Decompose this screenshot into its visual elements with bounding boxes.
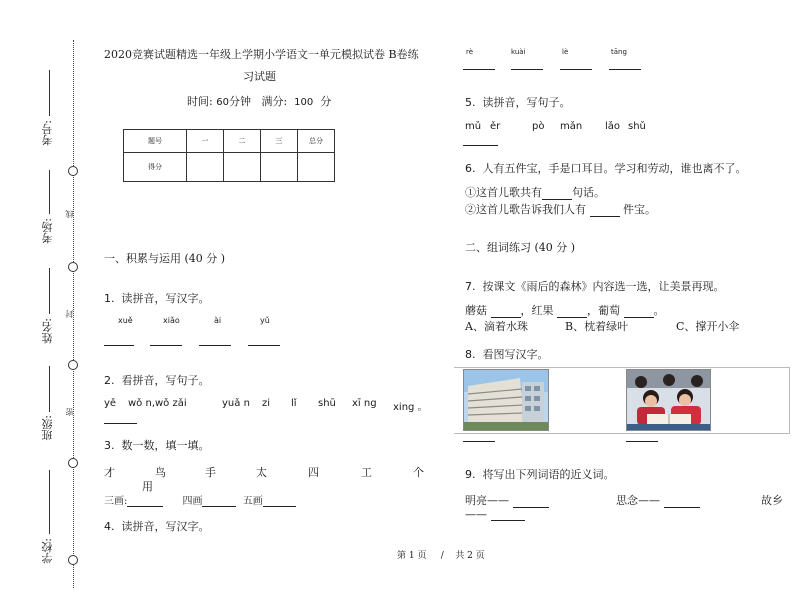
fill-line <box>49 70 50 116</box>
label-school: 学校: <box>41 538 54 564</box>
binding-hole <box>68 555 78 565</box>
label-name: 姓名: <box>41 318 54 344</box>
q1-pinyin: yǔ <box>260 316 270 325</box>
score-table-cell: 二 <box>224 130 261 153</box>
q3-char: 才 <box>104 466 115 479</box>
score-table-cell: 三 <box>261 130 298 153</box>
fill-line <box>49 268 50 314</box>
binding-hole <box>68 166 78 176</box>
q5-pinyin: mǎn <box>560 121 583 132</box>
answer-blank[interactable] <box>104 345 134 346</box>
seal-char-secret: 密 <box>65 408 74 416</box>
binding-hole <box>68 360 78 370</box>
q5-pinyin: shǔ <box>628 121 646 132</box>
q9-word-3-tail: —— <box>465 508 525 521</box>
top-pinyin: kuài <box>511 48 526 56</box>
answer-blank[interactable] <box>560 69 592 70</box>
q3-char: 用 <box>142 480 153 493</box>
fill-line <box>49 470 50 534</box>
q6-line1: ①这首儿歌共有 句话。 <box>465 186 605 199</box>
q5-pinyin: ěr <box>490 121 501 132</box>
question-4: 4. 读拼音，写汉字。 <box>104 520 210 533</box>
q1-pinyin: xiǎo <box>163 316 180 325</box>
q2-pinyin: yě <box>104 398 117 409</box>
question-9: 9. 将写出下列词语的近义词。 <box>465 468 615 481</box>
q9-word-2: 思念—— <box>616 492 700 508</box>
answer-blank[interactable] <box>463 145 498 146</box>
answer-blank[interactable] <box>609 69 641 70</box>
exam-title-line2: 习试题 <box>243 70 276 83</box>
score-table-cell: 得分 <box>124 153 187 182</box>
page-footer: 第 1 页 / 共 2 页 <box>397 551 485 561</box>
question-2: 2. 看拼音，写句子。 <box>104 374 210 387</box>
label-class: 班级: <box>41 415 54 441</box>
question-1: 1. 读拼音，写汉字。 <box>104 292 210 305</box>
school-building-picture <box>463 369 549 431</box>
label-exam-room: 考场: <box>41 218 54 244</box>
q1-pinyin: xuě <box>118 316 133 325</box>
score-table <box>123 129 335 182</box>
top-pinyin: tāng <box>611 48 627 56</box>
q2-pinyin: yuǎ n <box>222 398 250 409</box>
score-table-cell[interactable] <box>298 153 335 182</box>
binding-hole <box>68 458 78 468</box>
q3-char: 个 <box>413 466 424 479</box>
top-pinyin: rè <box>466 48 474 56</box>
q5-pinyin: mǔ <box>465 121 482 132</box>
q7-fill-line: 蘑菇 ，红果 ，葡萄 。 <box>465 304 665 317</box>
label-exam-number: 考号: <box>41 120 54 146</box>
answer-blank[interactable] <box>511 69 543 70</box>
question-6: 6. 人有五件宝，手是口耳目。学习和劳动，谁也离不了。 <box>465 162 747 175</box>
seal-char-seal: 封 <box>65 310 74 318</box>
answer-blank[interactable] <box>150 345 182 346</box>
answer-blank[interactable] <box>248 345 280 346</box>
answer-blank[interactable] <box>463 441 495 442</box>
binding-hole <box>68 262 78 272</box>
q2-pinyin: zi <box>262 398 271 409</box>
answer-blank[interactable] <box>104 423 137 424</box>
score-table-score-row <box>124 153 335 182</box>
top-pinyin: lè <box>562 48 569 56</box>
seal-char-line: 线 <box>65 210 74 218</box>
q9-word-3: 故乡 <box>761 494 783 507</box>
section-2-heading: 二、组词练习 (40 分 ) <box>465 241 576 254</box>
score-table-cell[interactable] <box>261 153 298 182</box>
question-5: 5. 读拼音，写句子。 <box>465 96 571 109</box>
q6-line2: ②这首儿歌告诉我们人有 件宝。 <box>465 203 656 216</box>
answer-blank[interactable] <box>199 345 231 346</box>
question-3: 3. 数一数，填一填。 <box>104 439 210 452</box>
score-table-cell: 总分 <box>298 130 335 153</box>
q2-pinyin: xī ng <box>352 398 377 409</box>
q7-option-c: C、撑开小伞 <box>676 320 740 333</box>
q7-option-a: A、滴着水珠 <box>465 320 528 333</box>
q3-char: 手 <box>205 466 216 479</box>
section-1-heading: 一、积累与运用 (40 分 ) <box>104 252 226 265</box>
q1-pinyin: ài <box>214 316 222 325</box>
exam-title-line1: 2020竞赛试题精选一年级上学期小学语文一单元模拟试卷 B卷练 <box>104 48 419 61</box>
answer-blank[interactable] <box>626 441 658 442</box>
q7-option-b: B、枕着绿叶 <box>565 320 629 333</box>
score-table-cell: 题号 <box>124 130 187 153</box>
q5-pinyin: pò <box>532 121 545 132</box>
q5-pinyin: lǎo <box>605 121 621 132</box>
question-8: 8. 看图写汉字。 <box>465 348 549 361</box>
q3-char: 太 <box>256 466 267 479</box>
question-7: 7. 按课文《雨后的森林》内容选一选，让美景再现。 <box>465 280 725 293</box>
answer-blank[interactable] <box>463 69 495 70</box>
q2-pinyin: lǐ <box>291 398 297 409</box>
exam-time-info: 时间: 60分钟 满分: 100 分 <box>187 95 332 108</box>
q3-stroke-fill: 三画: 四画 五画 <box>104 492 296 507</box>
score-table-cell[interactable] <box>187 153 224 182</box>
score-table-cell[interactable] <box>224 153 261 182</box>
q3-char: 四 <box>308 466 319 479</box>
q2-pinyin: shū <box>318 398 336 409</box>
q3-char: 鸟 <box>155 466 166 479</box>
q9-word-1: 明亮—— <box>465 492 549 508</box>
score-table-cell: 一 <box>187 130 224 153</box>
fill-line <box>49 366 50 412</box>
fill-line <box>49 170 50 214</box>
q2-pinyin: wǒ n,wǒ zǎi <box>128 398 187 409</box>
score-table-header-row <box>124 130 335 153</box>
q2-pinyin: xing 。 <box>393 402 428 413</box>
q3-char: 工 <box>361 466 372 479</box>
students-reading-picture <box>626 369 711 431</box>
